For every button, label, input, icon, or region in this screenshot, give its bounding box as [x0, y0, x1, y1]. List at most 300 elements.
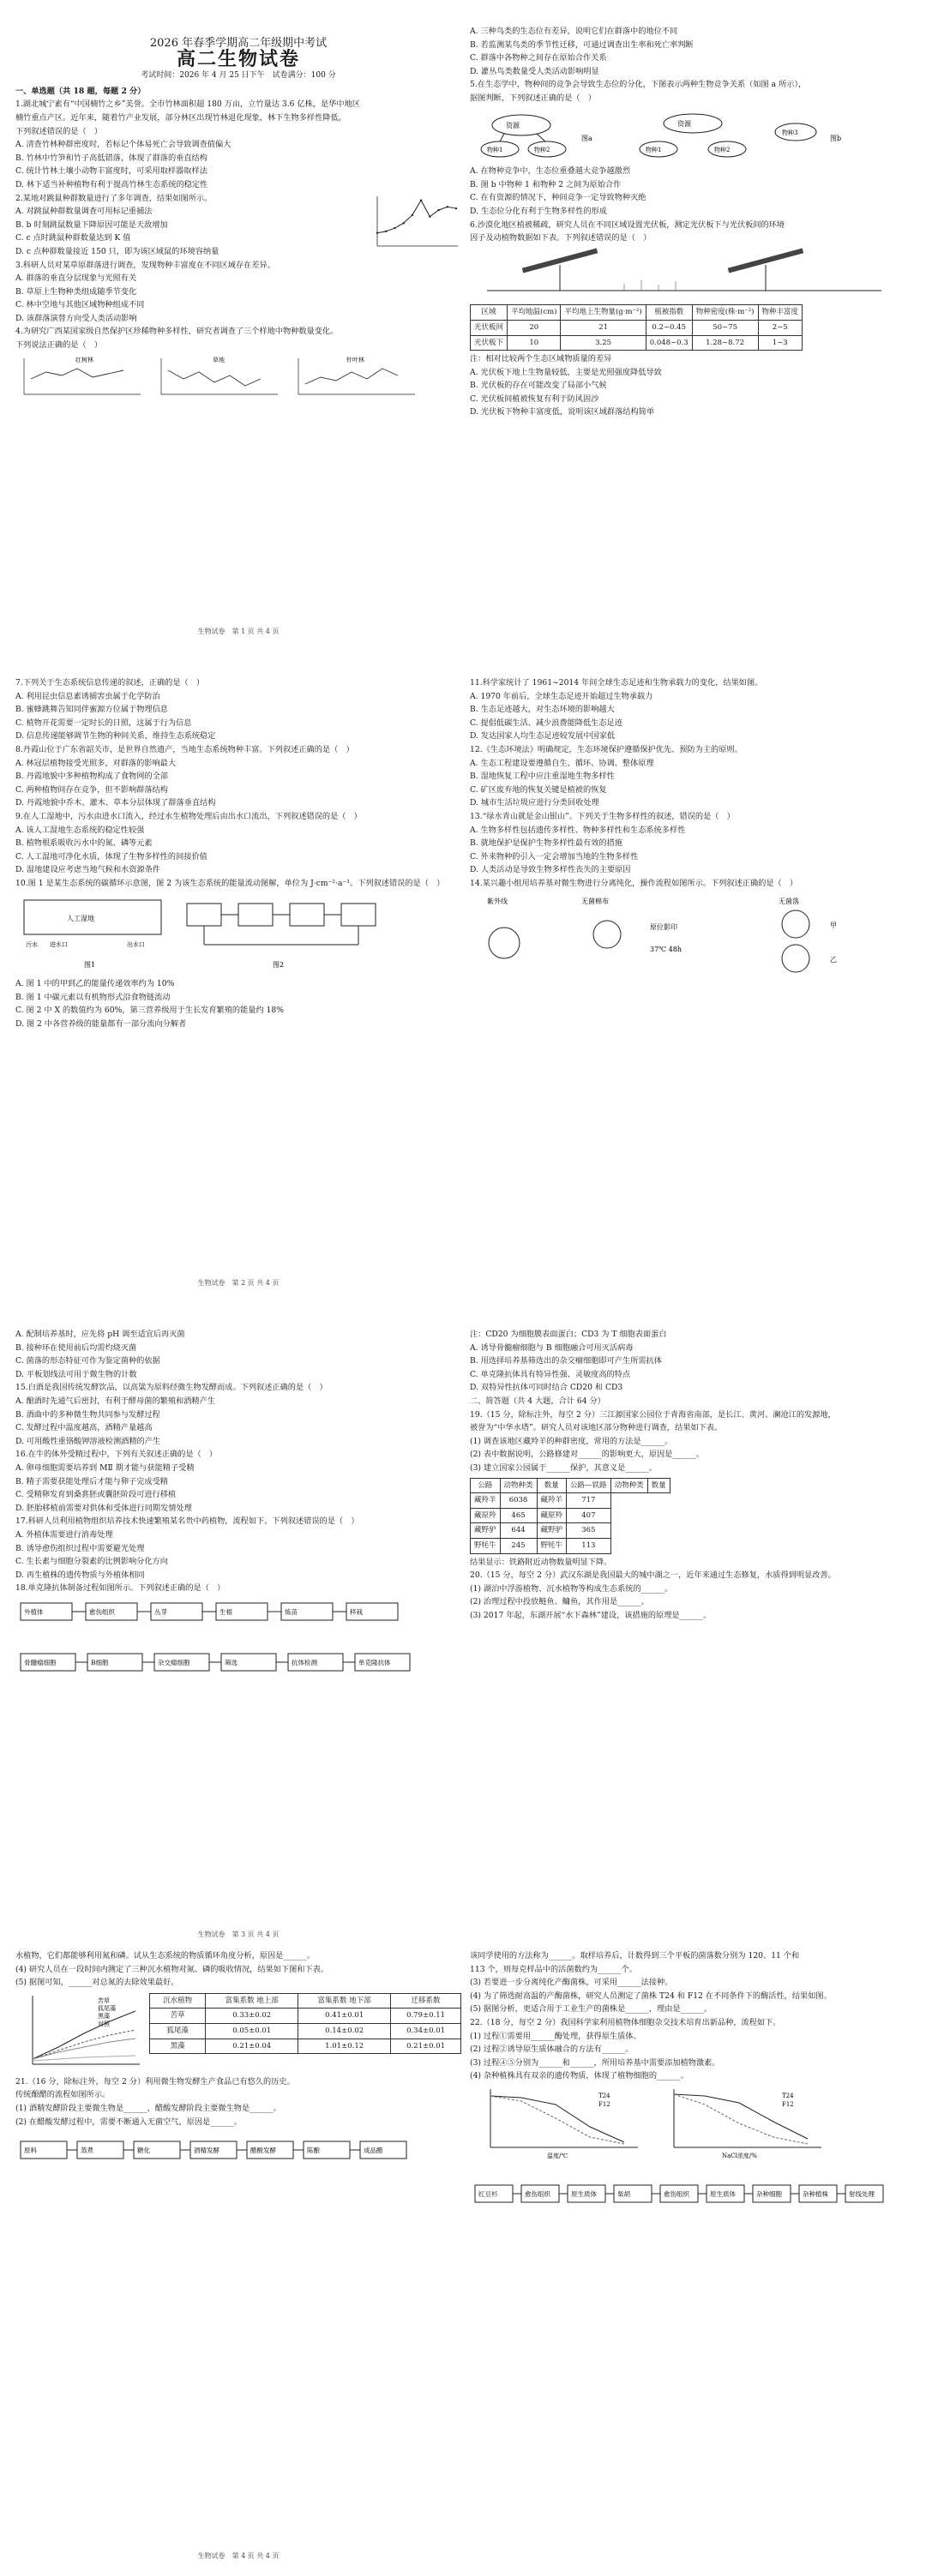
exam-meta: 考试时间：2026 年 4 月 25 日下午 试卷满分：100 分	[141, 71, 336, 81]
text-line: B. 就地保护是保护生物多样性最有效的措施	[470, 838, 622, 849]
flow-label: 醋酸发酵	[250, 2147, 276, 2155]
table-cell: 野牦牛	[471, 1538, 501, 1553]
text-line: C. 单克隆抗体具有特异性强、灵敏度高的特点	[470, 1369, 631, 1379]
table-cell: 0.79±0.11	[391, 2009, 461, 2024]
text-line: B. 图 b 中物种 1 和物种 2 之间为原始合作	[470, 179, 622, 189]
diagram-label: 图2	[273, 960, 285, 969]
table-cell: 0.14±0.02	[298, 2023, 391, 2039]
table-cell: 光伏板间	[471, 320, 508, 335]
flow-label: 筛选	[225, 1659, 238, 1667]
legend-label: 黑藻	[98, 2012, 110, 2020]
diagram-label: 物种3	[782, 129, 798, 136]
table-cell: 717	[567, 1493, 611, 1509]
flow-label: 糖化	[137, 2147, 150, 2155]
table-cell: 10	[508, 335, 561, 351]
diagram-label: 人工湿地	[67, 914, 94, 922]
text-line: (4) 研究人员在一段时间内测定了三种沉水植物对氮、磷的吸收情况，结果如下图和下表。	[15, 1964, 329, 1974]
text-line: 4.为研究广西某国家级自然保护区珍稀物种多样性，研究者调查了三个样地中物种数量变化。	[15, 327, 339, 337]
diagram-label: 进水口	[50, 940, 68, 948]
table-cell: 0.21±0.01	[391, 2039, 461, 2054]
text-line: B. 湿地恢复工程中应注重湿地生物多样性	[470, 772, 615, 782]
text-line: (2) 表中数据说明，公路修建对______的影响更大，原因是______。	[470, 1450, 705, 1460]
table-cell: 光伏板下	[471, 335, 508, 351]
chart-point	[402, 222, 404, 224]
flow-label: 愈伤组织	[525, 2189, 550, 2198]
page-4	[15, 1950, 461, 2567]
text-line: A. 卵母细胞需要培养到 MⅡ 期才能与获能精子受精	[15, 1462, 195, 1473]
section-heading: 一、单选题（共 18 题，每题 2 分）	[15, 86, 146, 96]
chart-label: 红树林	[75, 356, 93, 363]
table-cell: 0.048~0.3	[646, 335, 692, 351]
somatic-hybrid-flow	[470, 2161, 899, 2230]
text-line: B. 光伏板的存在可能改变了局部小气候	[470, 381, 607, 391]
table-cell: 苦草	[150, 2009, 206, 2024]
table-cell: 野牦牛	[537, 1538, 567, 1553]
text-line: 据图判断，下列叙述正确的是（ ）	[470, 93, 596, 103]
table-cell: 藏原羚	[471, 1508, 501, 1523]
text-line: D. 胚胎移植前需要对供体和受体进行同期发情处理	[15, 1503, 192, 1513]
table-header: 富集系数 地下部	[298, 1993, 391, 2009]
table-row	[471, 1538, 670, 1553]
text-line: D. 城市生活垃圾应进行分类回收处理	[470, 798, 599, 808]
text-line: C. 菌落的形态特征可作为鉴定菌种的依据	[15, 1356, 160, 1366]
text-line: C. 两种植物间存在竞争，但不影响群落结构	[15, 784, 168, 795]
text-line: D. 该群落演替方向受人类活动影响	[15, 313, 137, 323]
text-line: 10.图 1 是某生态系统的碳循环示意图，图 2 为该生态系统的能量流动图解，单位为 J·cm⁻²·a⁻¹。下列叙述错误的是（ ）	[15, 878, 445, 888]
text-line: A. 群落的垂直分层现象与光照有关	[15, 273, 137, 284]
chart-point	[429, 215, 430, 217]
flow-label: 单克隆抗体	[358, 1659, 391, 1667]
legend-label: T24	[782, 2092, 794, 2099]
page-footer: 生物试卷 第 1 页 共 4 页	[197, 627, 280, 635]
text-line: A. 诱导骨髓瘤细胞与 B 细胞融合可用灭活病毒	[470, 1342, 634, 1353]
table-cell: 藏野驴	[471, 1523, 501, 1539]
question-4-options	[470, 26, 916, 78]
text-line: (3) 2017 年起，东湖开展“水下森林”建设，该措施的原理是______。	[470, 1610, 712, 1620]
question-20	[470, 1557, 916, 1623]
text-line: 被誉为“中华水塔”。研究人员对该地区部分物种进行调查，结果如下表。	[470, 1423, 723, 1433]
text-line: B. 用选择培养基筛选出的杂交瘤细胞即可产生所需抗体	[470, 1356, 662, 1366]
question-10-options	[15, 978, 461, 1030]
flow-label: 移栽	[350, 1607, 363, 1616]
question-19-table	[470, 1478, 670, 1554]
table-cell: 藏野驴	[537, 1523, 567, 1539]
flow-label: 红豆杉	[478, 2189, 498, 2198]
chart-point	[385, 230, 387, 231]
text-line: (1) 过程①需要用______酶处理，获得原生质体。	[470, 2031, 641, 2041]
questions-11-14	[470, 677, 916, 891]
chart-point	[455, 207, 457, 209]
table-row	[471, 335, 803, 351]
text-line: (1) 酒精发酵阶段主要微生物是______，醋酸发酵阶段主要微生物是______。	[15, 2103, 281, 2113]
question-6	[470, 219, 916, 245]
question-2	[15, 193, 362, 260]
text-line: 下列说法正确的是（ ）	[15, 340, 103, 351]
flow-label: 丛芽	[154, 1607, 167, 1616]
legend-label: 对照	[98, 2020, 110, 2027]
flow-label: 成品醋	[364, 2147, 383, 2155]
table-cell: 113	[567, 1538, 611, 1553]
table-cell: 245	[500, 1538, 537, 1553]
text-line: 6.沙漠化地区植被稀疏，研究人员在不同区域设置光伏板，测定光伏板下与光伏板间的环境	[470, 219, 785, 230]
diagram-label: 图b	[830, 134, 842, 142]
species-chart-2	[153, 353, 281, 401]
population-line-chart	[367, 193, 461, 255]
text-line: A. 利用昆虫信息素诱捕害虫属于化学防治	[15, 691, 160, 701]
table-cell: 0.05±0.01	[206, 2023, 298, 2039]
text-line: 14.某兴趣小组用培养基对微生物进行分离纯化，操作流程如图所示。下列叙述正确的是（ ）	[470, 878, 798, 888]
text-line: A. 酿酒时先通气后密封，有利于酵母菌的繁殖和酒精产生	[15, 1396, 215, 1406]
text-line: C. c 点时跳鼠种群数量达到 K 值	[15, 233, 131, 243]
questions-21-22	[470, 1950, 916, 2083]
page-footer: 生物试卷 第 4 页 共 4 页	[197, 2552, 280, 2560]
text-line: (2) 在醋酸发酵过程中，需要不断通入无菌空气，原因是______。	[15, 2117, 242, 2127]
text-line: D. 丹霞地貌中乔木、灌木、草本分层体现了群落垂直结构	[15, 798, 216, 808]
question-1	[15, 99, 461, 191]
table-cell: 407	[567, 1508, 611, 1523]
text-line: 水植物，它们都能够利用氮和磷。试从生态系统的物质循环角度分析，原因是______。	[15, 1951, 316, 1961]
chart-point	[447, 206, 448, 207]
table-cell: 50~75	[692, 320, 758, 335]
questions-14-18	[15, 1329, 461, 1595]
text-line: B. 草原上生物种类组成随季节变化	[15, 286, 137, 297]
diagram-label: 37℃ 48h	[650, 945, 682, 953]
text-line: 该同学使用的方法称为______。取样培养后，计数得到三个平板的菌落数分别为 120、11 个和	[470, 1951, 800, 1961]
axis-label: 温度/℃	[547, 2152, 568, 2159]
chart-point	[394, 226, 395, 228]
chart-point	[437, 208, 439, 210]
table-header: 公路	[471, 1478, 501, 1493]
text-line: B. 竹林中竹笋和竹子高低错落，体现了群落的垂直结构	[15, 153, 207, 163]
questions-7-10	[15, 677, 461, 891]
text-line: 15.白酒是我国传统发酵饮品，以高粱为原料经微生物发酵而成。下列叙述正确的是（ ）	[15, 1383, 328, 1393]
diagram-label: 图1	[84, 960, 96, 969]
diagram-label: 出水口	[127, 940, 145, 948]
diagram-label: 无菌落	[779, 897, 799, 905]
text-line: 18.单克隆抗体制备过程如图所示。下列叙述正确的是（ ）	[15, 1583, 225, 1594]
text-line: (4) 杂种植株具有双亲的遗传物质，体现了植物细胞的______。	[470, 2071, 688, 2081]
nitrogen-removal-chart	[15, 1991, 144, 2076]
table-header: 沉水植物	[150, 1993, 206, 2009]
text-line: 下列叙述错误的是（ ）	[15, 126, 103, 136]
text-line: D. 生态位分化有利于生物多样性的形成	[470, 206, 607, 216]
text-line: C. 人工湿地可净化水质，体现了生物多样性的间接价值	[15, 851, 207, 862]
vinegar-process-flow	[15, 2129, 444, 2169]
diagram-label: 无菌棉布	[581, 897, 609, 905]
text-line: A. 光伏板下地上生物量较低，主要是光照强度降低导致	[470, 367, 662, 377]
text-line: D. c 点种群数量接近 150 只，即为该区域鼠的环境容纳量	[15, 246, 219, 256]
page-3	[15, 1329, 461, 1946]
text-line: D. 可用酸性重铬酸钾溶液检测酒精的产生	[15, 1436, 161, 1446]
diagram-label: 原位影印	[650, 922, 677, 931]
text-line: 9.在人工湿地中，污水由进水口流入，经过水生植物处理后由出水口流出，下列叙述错误的是（ ）	[15, 811, 362, 821]
question-5	[470, 79, 916, 105]
solar-panel-diagram	[470, 246, 899, 297]
text-line: D. 灌丛鸟类数量受人类活动影响明显	[470, 66, 599, 76]
question-6-options	[470, 367, 916, 419]
text-line: C. 光伏板间植被恢复有利于防风固沙	[470, 393, 599, 404]
text-line: B. 诱导愈伤组织过程中需要避光处理	[15, 1543, 145, 1553]
text-line: C. 植物开花需要一定时长的日照，这属于行为信息	[15, 718, 192, 728]
species-chart-1	[15, 353, 144, 401]
text-line: A. 配制培养基时，应先将 pH 调至适宜后再灭菌	[15, 1330, 185, 1339]
diagram-label: 物种2	[714, 146, 731, 153]
table-header: 植被指数	[646, 305, 692, 321]
text-line: B. 图 1 中碳元素以有机物形式沿食物链流动	[15, 992, 171, 1002]
text-line: D. 再生植株的遗传物质与外植体相同	[15, 1570, 145, 1580]
text-line: (3) 建立国家公园属于______保护，其意义是______。	[470, 1462, 658, 1473]
text-line: B. 丹霞地貌中多种植物构成了食物网的全部	[15, 772, 168, 782]
table-cell: 3.25	[561, 335, 646, 351]
text-line: D. 双特异性抗体可同时结合 CD20 和 CD3	[470, 1383, 623, 1393]
text-line: B. 植物根系吸收污水中的氮、磷等元素	[15, 838, 153, 849]
chart-label: 针叶林	[346, 356, 364, 363]
page-2	[15, 677, 461, 1294]
text-line: (3) 过程④⑤分别为______和______，所用培养基中需要添加植物激素。	[470, 2057, 720, 2068]
text-line: (2) 治理过程中投放鲢鱼、鳙鱼，其作用是______。	[470, 1597, 649, 1607]
diagram-label: 甲	[830, 921, 837, 929]
flow-label: 骨髓瘤细胞	[24, 1659, 57, 1667]
flow-label: 原生质体	[710, 2189, 736, 2198]
text-line: 8.丹霞山位于广东省韶关市，是世界自然遗产，当地生态系统物种丰富。下列叙述正确的是（ ）	[15, 744, 354, 754]
text-line: B. 蜜蜂跳舞告知同伴蜜源方位属于物理信息	[15, 705, 168, 715]
table-cell: 6038	[500, 1493, 537, 1509]
page-footer: 生物试卷 第 3 页 共 4 页	[197, 1930, 280, 1938]
questions-18-19	[470, 1329, 916, 1475]
question-6-table	[470, 304, 803, 351]
table-row	[150, 2039, 461, 2054]
flow-label: 愈伤组织	[664, 2189, 689, 2198]
text-line: C. 外来物种的引入一定会增加当地的生物多样性	[470, 851, 639, 862]
page-3-right	[470, 1329, 916, 1946]
table-row	[150, 2009, 461, 2024]
text-line: C. 图 2 中 X 的数值约为 60%，第三营养级用于生长发育繁殖的能量约 18%	[15, 1006, 284, 1016]
question-4	[15, 326, 461, 351]
text-line: (3) 若要进一步分离纯化产酶菌株，可采用______法接种。	[470, 1978, 673, 1988]
table-row	[471, 1508, 670, 1523]
text-line: (4) 为了筛选耐高温的产酶菌株，研究人员测定了菌株 T24 和 F12 在不同条件下的酶活性，结果如图。	[470, 1991, 832, 2001]
text-line: B. 生态足迹越大，对生态环境的影响越大	[470, 705, 615, 715]
chart-point	[376, 231, 378, 233]
text-line: 1.湖北城宁素有“中国楠竹之乡”美誉。全市竹林面积超 180 万亩，立竹量达 3.6 亿株，是华中地区	[15, 99, 360, 110]
niche-diagram	[470, 106, 899, 161]
table-header: 区域	[471, 305, 508, 321]
text-line: A. 1970 年前后，全球生态足迹开始超过生物承载力	[470, 691, 653, 701]
text-line: D. 湿地建设应考虑当地气候和水资源条件	[15, 865, 161, 875]
text-line: 注：CD20 为细胞膜表面蛋白；CD3 为 T 细胞表面蛋白	[470, 1330, 667, 1339]
text-line: 2.某地对跳鼠种群数量进行了多年调查，结果如图所示。	[15, 193, 213, 203]
text-line: D. 图 2 中各营养级的能量都有一部分流向分解者	[15, 1018, 187, 1029]
table-header: 动物种类	[610, 1478, 647, 1493]
text-line: B. 若监测某鸟类的季节性迁移，可通过调查出生率和死亡率判断	[470, 39, 694, 50]
page-1	[15, 26, 461, 643]
text-line: A. 生态工程建设要遵循自生、循环、协调、整体原理	[470, 758, 654, 768]
table-cell: 2~5	[758, 320, 803, 335]
table-note: 注：相对比较两个生态区域物质量的差异	[470, 354, 612, 364]
table-header: 平均地上生物量(g·m⁻²)	[561, 305, 646, 321]
table-cell: 1~3	[758, 335, 803, 351]
flow-label: 柴胡	[617, 2189, 630, 2198]
table-cell: 狐尾藻	[150, 2023, 206, 2039]
table-cell: 藏羚羊	[471, 1493, 501, 1509]
question-3	[15, 260, 461, 326]
table-cell: 644	[500, 1523, 537, 1539]
text-line: C. 发酵过程中温度越高，酒精产量越高	[15, 1423, 153, 1433]
enzyme-temp-chart	[470, 2084, 641, 2161]
page-1-right	[470, 26, 916, 643]
text-line: A. 对跳鼠种群数量调查可用标记重捕法	[15, 207, 153, 217]
text-line: 19.（15 分，除标注外，每空 2 分）三江源国家公园位于青海省南部，是长江、黄河、澜沧江的发源地，	[470, 1409, 836, 1420]
text-line: D. 平板划线法可用于微生物的计数	[15, 1369, 137, 1379]
question-21	[15, 2076, 461, 2129]
page-4-right	[470, 1950, 916, 2567]
text-line: C. 矿区废弃地的恢复关键是植被的恢复	[470, 784, 607, 795]
text-line: C. 提倡低碳生活、减少浪费能降低生态足迹	[470, 718, 622, 728]
text-line: A. 林冠层植物接受光照多，对群落的影响最大	[15, 758, 177, 768]
table-header: 富集系数 地上部	[206, 1993, 298, 2009]
flow-label: 炼苗	[285, 1607, 298, 1616]
table-header: 迁移系数	[391, 1993, 461, 2009]
table-cell: 1.28~8.72	[692, 335, 758, 351]
text-line: A. 在物种竞争中，生态位重叠越大竞争越激烈	[470, 166, 631, 177]
wetland-and-energy-diagram	[15, 892, 444, 974]
text-line: D. 人类活动是导致生物多样性丧失的主要原因	[470, 865, 631, 875]
axis-label: NaCl浓度/%	[722, 2152, 757, 2159]
question-5-options	[470, 165, 916, 218]
legend-label: F12	[598, 2100, 610, 2108]
text-line: B. 精子需要获能处理后才能与卵子完成受精	[15, 1476, 168, 1486]
flow-label: 射线处理	[849, 2189, 875, 2198]
table-header: 物种密度(株·m⁻²)	[692, 305, 758, 321]
flow-label: 抗体检测	[292, 1659, 317, 1667]
diagram-label: 图a	[581, 134, 592, 142]
text-line: (2) 过程②诱导原生质体融合的方法有______。	[470, 2045, 634, 2055]
table-row	[471, 1523, 670, 1539]
text-line: A. 生物多样性包括遗传多样性、物种多样性和生态系统多样性	[470, 825, 686, 835]
flow-label: 酒精发酵	[194, 2147, 219, 2155]
flow-label: 杂种植株	[803, 2189, 828, 2198]
flow-label: 杂交瘤细胞	[158, 1659, 190, 1667]
table-header: 公路—铁路	[567, 1478, 611, 1493]
table-cell: 0.2~0.45	[646, 320, 692, 335]
text-line: A. 清查竹林种群密度时，若标记个体易死亡会导致调查值偏大	[15, 140, 232, 150]
flow-label: 蒸煮	[81, 2147, 93, 2155]
subject-title: 高二生物试卷	[176, 48, 300, 70]
flow-label: 生根	[219, 1607, 232, 1616]
text-line: C. 生长素与细胞分裂素的比例影响分化方向	[15, 1557, 168, 1567]
text-line: 3.科研人员对某草原群落进行调查，发现物种丰富度在不同区域存在差异。	[15, 260, 275, 270]
flow-label: 愈伤组织	[89, 1607, 115, 1616]
text-line: D. 发达国家人均生态足迹较发展中国家低	[470, 731, 616, 742]
table-cell: 藏原羚	[537, 1508, 567, 1523]
table-row	[150, 2023, 461, 2039]
text-line: A. 图 1 中的甲到乙的能量传递效率约为 10%	[15, 979, 175, 989]
flow-label: 陈酿	[307, 2147, 320, 2155]
text-line: (5) 据图分析，更适合用于工业生产的菌株是______，理由是______。	[470, 2004, 713, 2015]
table-cell: 20	[508, 320, 561, 335]
flow-label: 原料	[24, 2147, 37, 2155]
diagram-label: 紫外线	[487, 897, 508, 905]
flow-label: 原生质体	[571, 2189, 597, 2198]
tissue-culture-flow	[15, 1596, 444, 1627]
text-line: (1) 湖泊中浮游植物、沉水植物等构成生态系统的______。	[470, 1583, 673, 1594]
text-line: 113 个，则每克样品中的活菌数约为______个。	[470, 1964, 638, 1974]
text-line: (5) 据图可知，______对总氮的去除效果最好。	[15, 1978, 179, 1988]
question-20-cont	[15, 1950, 461, 1990]
flow-label: 外植体	[24, 1607, 44, 1616]
table-header: 物种丰富度	[758, 305, 803, 321]
chart-series-line	[377, 200, 456, 232]
table-row	[471, 320, 803, 335]
text-line: A. 外植体需要进行消毒处理	[15, 1529, 113, 1540]
table-cell: 藏羚羊	[537, 1493, 567, 1509]
text-line: C. 在有资源的情况下，种间竞争一定导致物种灭绝	[470, 193, 646, 203]
text-line: D. 林下适当补种植物有利于提高竹林生态系统的稳定性	[15, 179, 208, 189]
legend-label: F12	[782, 2100, 794, 2108]
diagram-label: 乙	[830, 955, 837, 964]
text-line: B. b 时刻跳鼠数量下降原因可能是天敌增加	[15, 219, 168, 230]
microbe-culture-diagram	[470, 892, 899, 977]
diagram-label: 污水	[26, 940, 38, 948]
page-footer: 生物试卷 第 2 页 共 4 页	[197, 1279, 280, 1287]
text-line: C. 林中空地与其他区域物种组成不同	[15, 300, 145, 310]
text-line: 21.（16 分，除标注外，每空 2 分）利用微生物发酵生产食品已有悠久的历史。	[15, 2076, 295, 2087]
chart-point	[420, 199, 422, 201]
text-line: 7.下列关于生态系统信息传递的叙述，正确的是（ ）	[15, 678, 205, 688]
text-line: 17.科研人员利用植物组织培养技术快速繁殖某名贵中药植物，流程如下。下列叙述错误的是（ ）	[15, 1516, 359, 1527]
chart-point	[412, 213, 413, 215]
enzyme-salt-chart	[653, 2084, 825, 2161]
text-line: 20.（15 分，每空 2 分）武汉东湖是我国最大的城中湖之一，近年来通过生态修复，水质得到明显改善。	[470, 1570, 836, 1581]
text-line: B. 酒曲中的多种微生物共同参与发酵过程	[15, 1409, 160, 1420]
chart-label: 草地	[213, 356, 225, 363]
text-line: D. 光伏板下物种丰富度低，说明该区域群落结构简单	[470, 407, 655, 417]
table-cell: 365	[567, 1523, 611, 1539]
monoclonal-antibody-diagram	[15, 1631, 444, 1693]
table-cell: 0.34±0.01	[391, 2023, 461, 2039]
table-header: 平均地温(cm)	[508, 305, 561, 321]
diagram-label: 物种1	[487, 146, 503, 153]
exam-title: 2026 年春季学期高二年级期中考试	[149, 37, 328, 50]
table-cell: 1.01±0.12	[298, 2039, 391, 2054]
text-line: 22.（18 分，每空 2 分）我国科学家利用植物体细胞杂交技术培育出新品种，流程如下。	[470, 2017, 781, 2027]
text-line: C. 受精卵发育到桑葚胚或囊胚阶段可进行移植	[15, 1490, 177, 1500]
table-cell: 21	[561, 320, 646, 335]
text-line: C. 群落中各物种之间存在原始合作关系	[470, 53, 607, 63]
table-cell: 黑藻	[150, 2039, 206, 2054]
text-line: 11.科学家统计了 1961~2014 年间全球生态足迹和生物承载力的变化，结果如图。	[470, 678, 763, 688]
legend-label: T24	[598, 2092, 610, 2099]
text-line: 16.在牛的体外受精过程中，下列有关叙述正确的是（ ）	[15, 1450, 218, 1460]
text-line: B. 接种环在使用前后均需灼烧灭菌	[15, 1342, 137, 1353]
text-line: 13.“绿水青山就是金山银山”。下列关于生物多样性的叙述，错误的是（ ）	[470, 811, 735, 821]
text-line: 12.《生态环境法》明确规定，生态环境保护遵循保护优先、预防为主的原则。	[470, 744, 743, 754]
text-line: 结果显示：铁路附近动物数量明显下降。	[470, 1557, 612, 1567]
table-row	[471, 1493, 670, 1509]
text-line: A. 三种鸟类的生态位有差异，说明它们在群落中的地位不同	[470, 27, 678, 36]
text-line: C. 统计竹林土壤小动物丰富度时，可采用取样器取样法	[15, 166, 207, 177]
table-cell: 0.41±0.01	[298, 2009, 391, 2024]
legend-label: 苦草	[98, 1997, 110, 2004]
text-line: A. 该人工湿地生态系统的稳定性较强	[15, 825, 145, 835]
table-header: 动物种类	[500, 1478, 537, 1493]
diagram-label: 资源	[677, 119, 691, 128]
table-cell: 465	[500, 1508, 537, 1523]
text-line: 因子及动植物数据如下表。下列叙述错误的是（ ）	[470, 233, 652, 243]
table-cell: 0.21±0.04	[206, 2039, 298, 2054]
page-2-right	[470, 677, 916, 1294]
table-header: 数量	[537, 1478, 567, 1493]
